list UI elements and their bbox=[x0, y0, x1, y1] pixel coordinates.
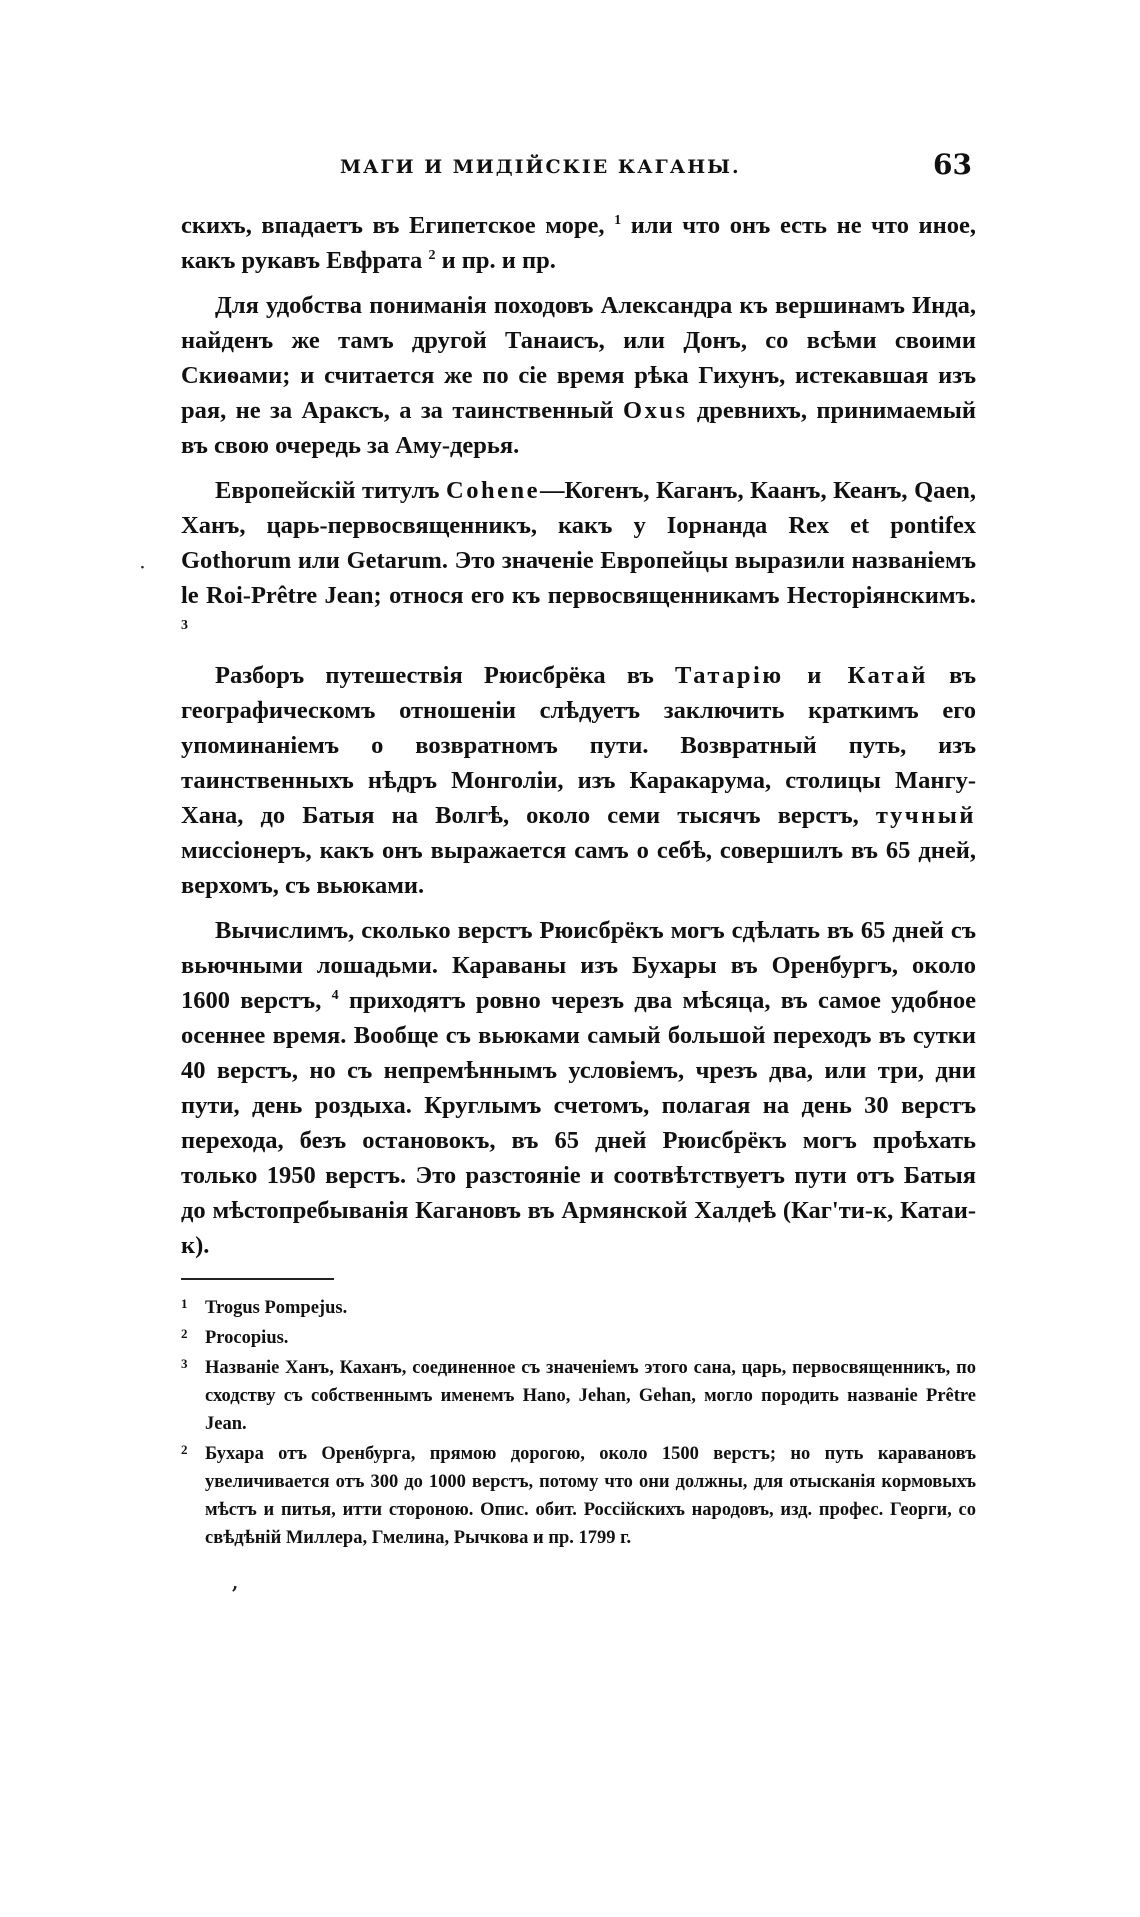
paragraph-2-spaced: Oxus bbox=[623, 397, 688, 424]
footnote-text: Procopius. bbox=[205, 1328, 289, 1348]
footnote-ref-2: 2 bbox=[428, 247, 436, 263]
paragraph-4 bbox=[181, 658, 976, 903]
footnote-text: Trogus Pompejus. bbox=[205, 1298, 348, 1318]
footnote-ref-4: 4 bbox=[331, 987, 339, 1003]
paragraph-1-text-b: или что онъ есть не что иное, какъ рукавъ Евфрата bbox=[181, 212, 977, 274]
paragraph-2-text-a: Для удобства пониманія походовъ Александра къ вершинамъ Инда, найденъ же тамъ другой Танаисъ, или Донъ, со всѣми своими Скиѳами; и считается же по сіе время рѣка Гихунъ, истекавшая изъ рая, не за Араксъ, а за таинственный bbox=[181, 292, 976, 424]
paragraph-5-text-a: Вычислимъ, сколько верстъ Рюисбрёкъ могъ сдѣлать въ 65 дней съ вьючными лошадьми. Караваны изъ Бухары въ Оренбургъ, около 1600 верстъ, bbox=[181, 917, 976, 1014]
footnote bbox=[181, 1324, 976, 1352]
paragraph-5 bbox=[181, 913, 976, 1263]
running-title: МАГИ И МИДІЙСКІЕ КАГАНЫ. bbox=[340, 156, 741, 178]
footnote-text: Названіе Ханъ, Каханъ, соединенное съ значеніемъ этого сана, царь, первосвященникъ, по сходству съ собственнымъ именемъ Hano, Jehan, Gehan, могло породить названіе Prêtre Jean. bbox=[205, 1358, 976, 1434]
paragraph-5-text-b: приходятъ ровно черезъ два мѣсяца, въ самое удобное осеннее время. Вообще съ вьюками самый большой переходъ въ сутки 40 верстъ, но съ непремѣннымъ условіемъ, чрезъ два, или три, дни пути, день роздыха. Круглымъ счетомъ, полагая на день 30 верстъ перехода, безъ остановокъ, въ 65 дней Рюисбрёкъ могъ проѣхать только 1950 верстъ. Это разстояніе и соотвѣтствуетъ пути отъ Батыя до мѣстопребыванія Кагановъ въ Армянской Халдеѣ (Каг'ти-к, Катаи-к). bbox=[181, 987, 976, 1259]
footnote bbox=[181, 1294, 976, 1322]
paragraph-4-text-b: въ географическомъ отношеніи слѣдуетъ заключить краткимъ его упоминаніемъ о возвратномъ пути. Возвратный путь, изъ таинственныхъ нѣдръ Монголіи, изъ Каракарума, столицы Мангу-Хана, до Батыя на Волгѣ, около семи тысячъ верстъ, bbox=[181, 662, 977, 829]
paragraph-1 bbox=[181, 208, 976, 278]
print-speck: , bbox=[232, 1573, 239, 1594]
footnote-divider bbox=[181, 1278, 334, 1280]
footnotes bbox=[181, 1294, 976, 1554]
footnote-mark: 1 bbox=[181, 1296, 188, 1311]
print-speck: · bbox=[140, 560, 145, 576]
page-number: 63 bbox=[933, 148, 972, 181]
running-head bbox=[190, 148, 972, 188]
footnote-mark: 3 bbox=[181, 1356, 188, 1371]
paragraph-4-spaced-2: тучный bbox=[875, 802, 976, 829]
paragraph-3-spaced: Cohene bbox=[446, 477, 540, 504]
footnote bbox=[181, 1354, 976, 1438]
paragraph-4-text-c: миссіонеръ, какъ онъ выражается самъ о себѣ, совершилъ въ 65 дней, верхомъ, съ вьюками. bbox=[181, 837, 976, 899]
footnote-text: Бухара отъ Оренбурга, прямою дорогою, около 1500 верстъ; но путь каравановъ увеличивается отъ 300 до 1000 верстъ, потому что они должны, для отысканія кормовыхъ мѣстъ и питья, итти стороною. Опис. обит. Россійскихъ народовъ, изд. профес. Георги, со свѣдѣній Миллера, Гмелина, Рычкова и пр. 1799 г. bbox=[205, 1444, 976, 1548]
paragraph-2-text-b: древнихъ, принимаемый въ свою очередь за Аму-дерья. bbox=[181, 397, 977, 459]
footnote-mark: 2 bbox=[181, 1442, 188, 1457]
paragraph-1-text-a: скихъ, впадаетъ въ Египетское море, bbox=[181, 212, 605, 239]
main-text bbox=[181, 208, 976, 1273]
paragraph-3 bbox=[181, 473, 976, 648]
paragraph-2 bbox=[181, 288, 976, 463]
paragraph-1-text-c: и пр. и пр. bbox=[441, 247, 556, 274]
footnote bbox=[181, 1440, 976, 1552]
footnote-ref-1: 1 bbox=[614, 212, 622, 228]
paragraph-4-spaced: Татарію и Катай bbox=[674, 662, 928, 689]
footnote-ref-3: 3 bbox=[181, 617, 188, 633]
paragraph-4-text-a: Разборъ путешествія Рюисбрёка въ bbox=[215, 662, 654, 689]
paragraph-3-text-b: —Когенъ, Каганъ, Каанъ, Кеанъ, Qaen, Ханъ, царь-первосвященникъ, какъ у Іорнанда Rex et pontifex Gothorum или Getarum. Это значеніе Европейцы выразили названіемъ le Roi-Prêtre Jean; относя его къ первосвященникамъ Несторіянскимъ. bbox=[181, 477, 977, 609]
footnote-mark: 2 bbox=[181, 1326, 188, 1341]
paragraph-3-text-a: Европейскій титулъ bbox=[215, 477, 440, 504]
